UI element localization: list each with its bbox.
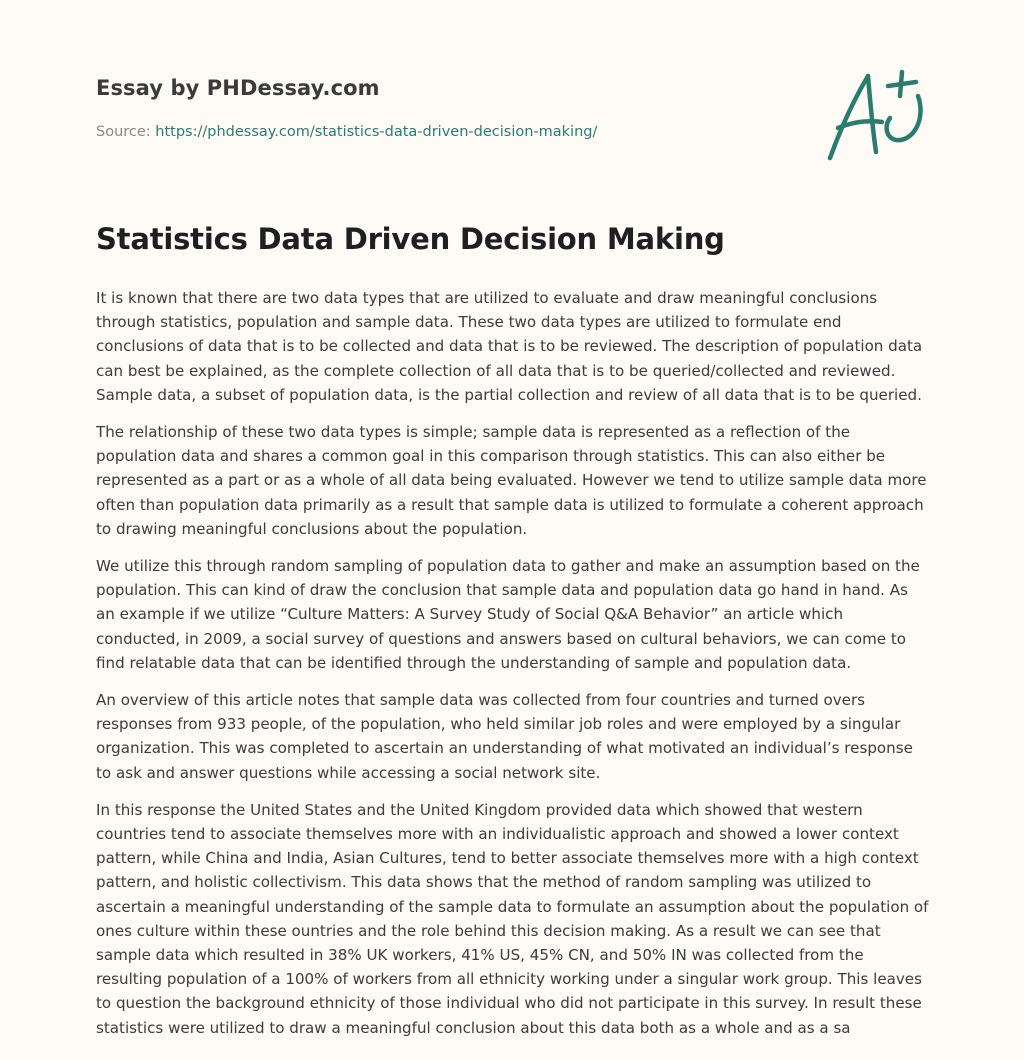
source-link[interactable]: https://phdessay.com/statistics-data-driven-decision-making/ — [155, 124, 598, 140]
article-body — [96, 286, 930, 1053]
source-label: Source: — [96, 124, 156, 140]
a-plus-logo-icon — [824, 66, 928, 166]
paragraph: In this response the United States and the United Kingdom provided data which showed that western countries tend to associate themselves more with an individualistic approach and showed a lower context pattern, while China and India, Asian Cultures, tend to better associate themselves more with a high context pattern, and holistic collectivism. This data shows that the method of random sampling was utilized to ascertain a meaningful understanding of the sample data to formulate an assumption about the population of ones culture within these ountries and the role behind this decision making. As a result we can see that sample data which resulted in 38% UK workers, 41% US, 45% CN, and 50% IN was collected from the resulting population of a 100% of workers from all ethnicity working under a singular work group. This leaves to question the background ethnicity of those individual who did not participate in this survey. In result these statistics were utilized to draw a meaningful conclusion about this data both as a whole and as a sa — [96, 800, 929, 1037]
article-title: Statistics Data Driven Decision Making — [96, 222, 725, 256]
source-line — [96, 124, 597, 140]
paragraph: It is known that there are two data types that are utilized to evaluate and draw meaningful conclusions through statistics, population and sample data. These two data types are utilized to formulate end conclusions of data that is to be collected and data that is to be reviewed. The description of population data can best be explained, as the complete collection of all data that is to be queried/collected and reviewed. Sample data, a subset of population data, is the partial collection and review of all data that is to be queried. — [96, 289, 923, 404]
paragraph: We utilize this through random sampling of population data to gather and make an assumption based on the population. This can kind of draw the conclusion that sample data and population data go hand in hand. As an example if we utilize “Culture Matters: A Survey Study of Social Q&A Behavior” an article which conducted, in 2009, a social survey of questions and answers based on cultural behaviors, we can come to find relatable data that can be identified through the understanding of sample and population data. — [96, 557, 920, 672]
brand-title: Essay by PHDessay.com — [96, 76, 380, 100]
paragraph: An overview of this article notes that sample data was collected from four countries and turned overs responses from 933 people, of the population, who held similar job roles and were employed by a singular organization. This was completed to ascertain an understanding of what motivated an individual’s response to ask and answer questions while accessing a social network site. — [96, 691, 913, 782]
paragraph: The relationship of these two data types is simple; sample data is represented as a reflection of the population data and shares a common goal in this comparison through statistics. This can also either be represented as a part or as a whole of all data being evaluated. However we tend to utilize sample data more often than population data primarily as a result that sample data is utilized to formulate a coherent approach to drawing meaningful conclusions about the population. — [96, 423, 927, 538]
page-header — [96, 0, 928, 200]
